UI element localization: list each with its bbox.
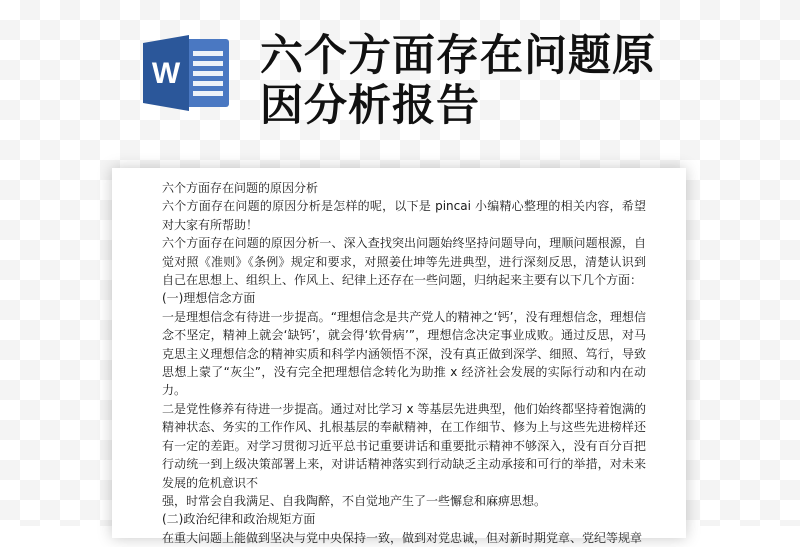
doc-paragraph: 一是理想信念有待进一步提高。“理想信念是共产党人的精神之‘钙’，没有理想信念，理想信念不坚定，精神上就会‘缺钙’，就会得‘软骨病’”，理想信念决定事业成败。通过反思，对马克思主义理想信念的精神实质和科学内涵领悟不深，没有真正做到深学、细照、笃行，导致思想上蒙了“灰尘”，没有完全把理想信念转化为助推 x 经济社会发展的实际行动和内在动力。	[162, 309, 646, 398]
doc-paragraph: 强，时常会自我满足、自我陶醉，不自觉地产生了一些懈怠和麻痹思想。	[162, 493, 547, 508]
document-title: 六个方面存在问题原因分析报告	[260, 31, 656, 131]
doc-heading: 六个方面存在问题的原因分析	[162, 181, 319, 195]
doc-section-heading: (一)理想信念方面	[162, 291, 256, 306]
header	[0, 0, 800, 150]
word-icon-letter: W	[151, 57, 181, 90]
doc-paragraph: 二是党性修养有待进一步提高。通过对比学习 x 等基层先进典型，他们始终都坚持着饱满的精神状态、务实的工作作风、扎根基层的奉献精神，在工作细节、修为上与这些先进榜样还有一定的差距。对学习贯彻习近平总书记重要讲话和重要批示精神不够深入，没有百分百把行动统一到上级决策部署上来，对讲话精神落实到行动缺乏主动承接和可行的举措，对未来发展的危机意识不	[162, 401, 646, 490]
doc-paragraph: 在重大问题上能做到坚决与党中央保持一致，做到对党忠诚，但对新时期党章、党纪等规章	[162, 530, 643, 545]
doc-paragraph: 六个方面存在问题的原因分析是怎样的呢，以下是 pincai 小编精心整理的相关内容，希望对大家有所帮助！	[162, 199, 646, 232]
word-icon	[143, 33, 233, 113]
doc-paragraph: 六个方面存在问题的原因分析一、深入查找突出问题始终坚持问题导向，理顺问题根源，自觉对照《准则》《条例》规定和要求，对照姜仕坤等先进典型，进行深刻反思，清楚认识到自己在思想上、组织上、作风上、纪律上还存在一些问题，归纳起来主要有以下几个方面：	[162, 236, 646, 288]
document-body	[162, 179, 646, 547]
doc-section-heading: (二)政治纪律和政治规矩方面	[162, 512, 316, 527]
